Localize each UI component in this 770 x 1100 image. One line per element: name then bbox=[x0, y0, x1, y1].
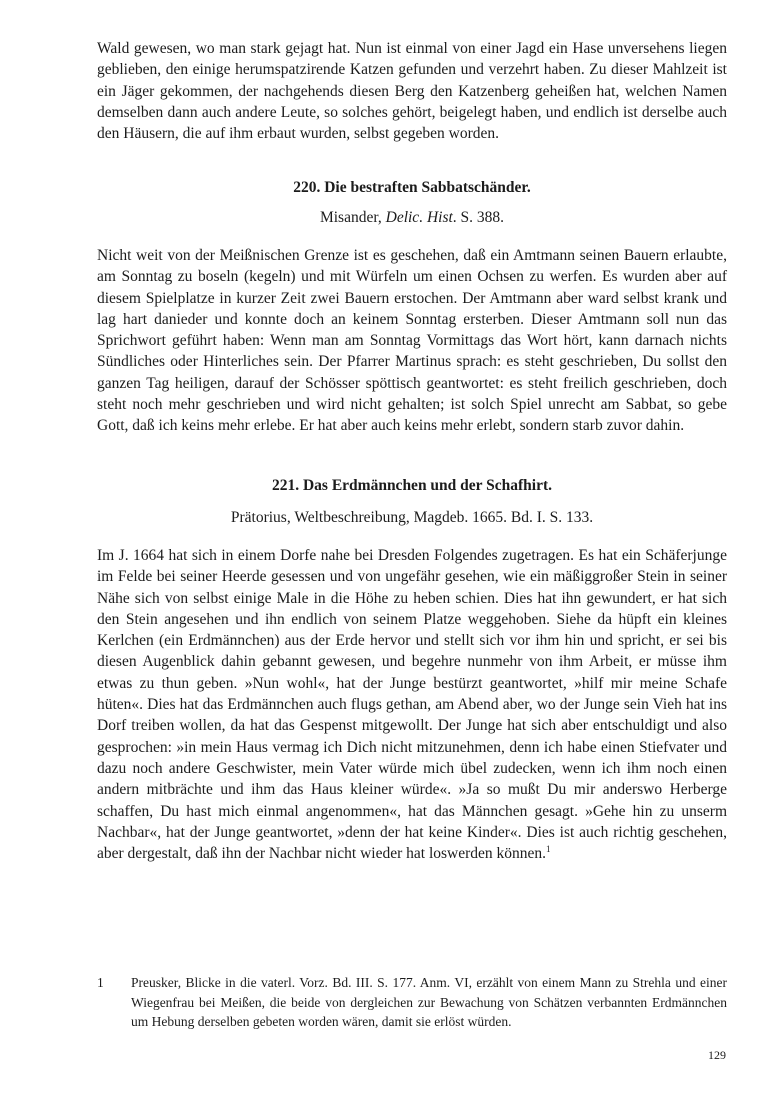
section-221-source: Prätorius, Weltbeschreibung, Magdeb. 1665. Bd. I. S. 133. bbox=[230, 509, 594, 526]
section-221-paragraph bbox=[97, 545, 727, 864]
section-220-title: 220. Die bestraften Sabbatschänder. bbox=[293, 179, 531, 196]
section-221-title: 221. Das Erdmännchen und der Schafhirt. bbox=[271, 477, 553, 494]
footnote-reference[interactable]: 1 bbox=[546, 844, 551, 855]
footnote-text: Preusker, Blicke in die vaterl. Vorz. Bd. III. S. 177. Anm. VI, erzählt von einem Mann zu Strehla und einer Wiegenfrau bei Meißen, die beide von dergleichen zur Bewachung von Schätzen verbannten Erdmännchen um Hebung derselben gebeten worden wären, damit sie erlöst würden. bbox=[131, 975, 727, 1029]
section-220-source-italic: Delic. Hist bbox=[385, 209, 453, 226]
section-220-source bbox=[97, 208, 727, 228]
section-220-text-block bbox=[97, 245, 727, 437]
section-220-body: Nicht weit von der Meißnischen Grenze ist es geschehen, daß ein Amtmann seinen Bauern erlaubte, am Sonntag zu boseln (kegeln) und mit Würfeln um einen Ochsen zu werfen. Es wurden aber auf diesem Spielplatze in kurzer Zeit zwei Bauern erstochen. Der Amtmann aber ward selbst krank und lag hart danieder und konnte doch an keinem Sonntag ersterben. Dieser Amtmann soll nun das Sprichwort geführt haben: Wenn man am Sonntag Vormittags das Wort hört, kann darnach nichts Sündliches oder Hinterliches sein. Der Pfarrer Martinus sprach: es steht geschrieben, Du sollst den ganzen Tag heiligen, darauf der Schösser spöttisch geantwortet: es steht freilich geschrieben, doch steht noch mehr geschrieben und wird nicht gehalten; ist solch Spiel unrecht am Sabbat, so gebe Gott, daß ich keins mehr erlebe. Er hat aber auch keins mehr erlebt, sondern starb zuvor dahin. bbox=[97, 247, 727, 435]
intro-paragraph: Wald gewesen, wo man stark gejagt hat. Nun ist einmal von einer Jagd ein Hase unversehens liegen geblieben, den einige herumspatzirende Katzen gefunden und verzehrt haben. Zu dieser Mahlzeit ist ein Jäger gekommen, der nachgehends diesen Berg den Katzenberg geheißen hat, welchen Namen demselben dann auch andere Leute, so solches gehört, beigelegt haben, und endlich ist derselbe auch den Häusern, die auf ihm erbaut wurden, selbst gegeben worden. bbox=[97, 40, 727, 143]
footnote-number: 1 bbox=[97, 975, 104, 990]
section-220-source-prefix: Misander, bbox=[319, 209, 386, 226]
footnote bbox=[97, 973, 727, 1032]
section-221-body: Im J. 1664 hat sich in einem Dorfe nahe bei Dresden Folgendes zugetragen. Es hat ein Schäferjunge im Felde bei seiner Heerde gesessen und von ungefähr gesehen, wie ein mäßiggroßer Stein in seiner Nähe sich von selbst einige Male in die Höhe zu heben schien. Dies hat ihn gewundert, er hat sich den Stein angesehen und ihn endlich von seinem Platze weggehoben. Siehe da hüpft ein kleines Kerlchen (ein Erdmännchen) aus der Erde hervor und stellt sich vor ihm hin und spricht, er sei bis diesen Augenblick dahin gebannt gewesen, und begehre nunmehr von ihm Arbeit, er müsse ihm etwas zu thun geben. »Nun wohl«, hat der Junge bestürzt geantwortet, »hilf mir meine Schafe hüten«. Dies hat das Erdmännchen auch flugs gethan, am Abend aber, wo der Junge sein Vieh hat ins Dorf treiben wollen, da hat das Gespenst mitgewollt. Der Junge hat sich aber entschuldigt und also gesprochen: »in mein Haus vermag ich Dich nicht mitzunehmen, denn ich habe einen Stiefvater und dazu noch andere Geschwister, mein Vater würde mich übel zudecken, wenn ich ihm noch einen andern mitbrächte und ihm das Haus kleiner würde«. »Ja so mußt Du mir anderswo Herberge schaffen, Du hast mich einmal angenommen«, hat das Männchen gesagt. »Gehe hin zu unserm Nachbar«, hat der Junge geantwortet, »denn der hat keine Kinder«. Dies ist auch richtig geschehen, aber dergestalt, daß ihn der Nachbar nicht wieder hat loswerden können. bbox=[97, 547, 727, 863]
intro-text-block bbox=[97, 38, 727, 144]
page-number: 129 bbox=[708, 1048, 726, 1062]
section-220-source-suffix: . S. 388. bbox=[452, 209, 505, 226]
section-221-text-block bbox=[97, 545, 727, 864]
